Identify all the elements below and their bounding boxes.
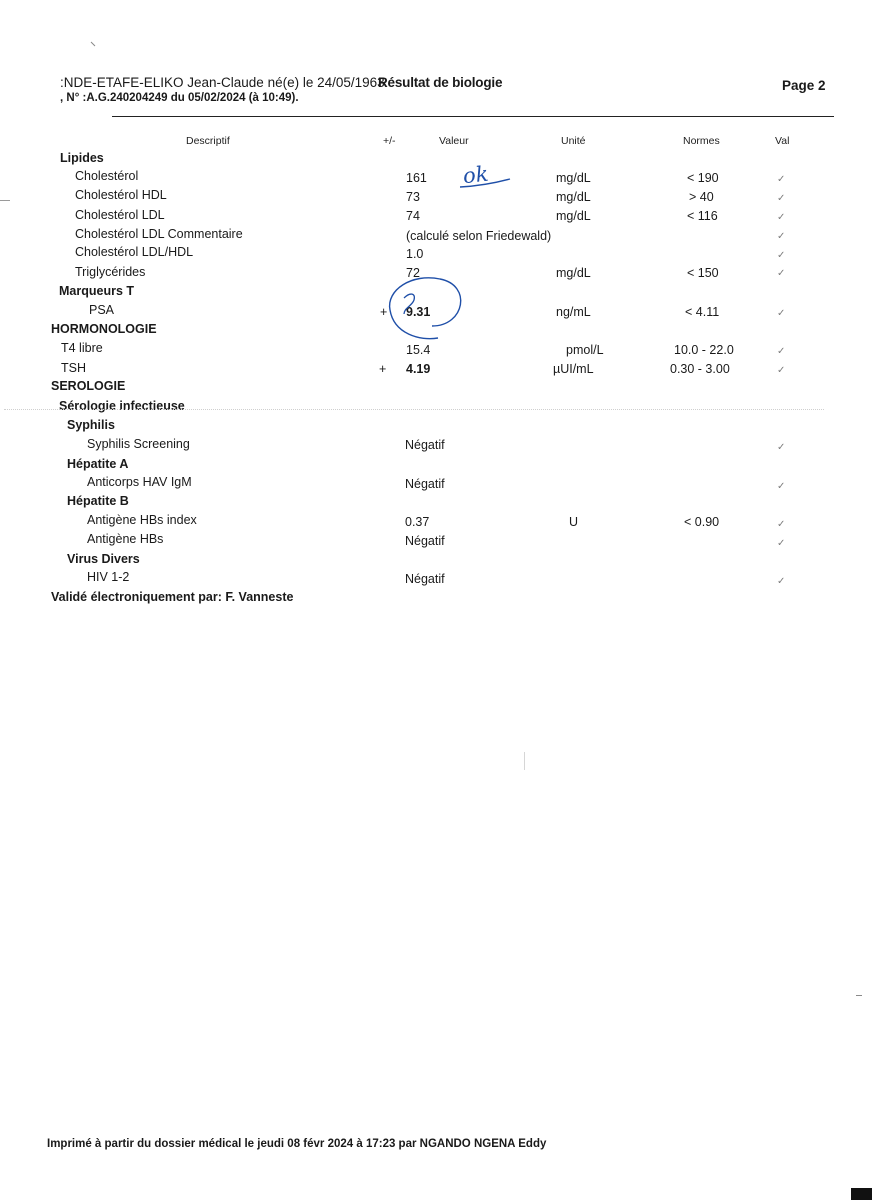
section-lipides: Lipides: [60, 151, 104, 165]
row-unit: mg/dL: [556, 209, 591, 223]
row-value: 9.31: [406, 305, 431, 319]
validated-check-icon: ✓: [777, 538, 786, 549]
subsection-hepatite-a: Hépatite A: [67, 457, 129, 471]
row-value: 161: [406, 171, 427, 185]
row-value: 74: [406, 209, 420, 223]
row-name: TSH: [61, 361, 86, 375]
col-unite: Unité: [561, 135, 586, 147]
page-number: Page 2: [782, 78, 826, 93]
validated-check-icon: ✓: [777, 576, 786, 587]
pen-speck: [91, 42, 95, 46]
section-marqueurs: Marqueurs T: [59, 284, 135, 298]
row-norm: 10.0 - 22.0: [674, 343, 734, 357]
row-value: 1.0: [406, 247, 424, 261]
validated-check-icon: ✓: [777, 442, 786, 453]
row-norm: < 190: [687, 171, 719, 185]
row-name: Anticorps HAV IgM: [87, 475, 192, 489]
col-plus-minus: +/-: [383, 135, 396, 147]
col-descriptif: Descriptif: [186, 135, 230, 147]
scan-artifact-line: [4, 409, 824, 410]
subsection-virus-divers: Virus Divers: [67, 552, 140, 566]
row-norm: < 0.90: [684, 515, 720, 529]
validated-check-icon: ✓: [777, 519, 786, 530]
row-name: T4 libre: [61, 341, 103, 355]
subsection-syphilis: Syphilis: [67, 418, 115, 432]
row-name: HIV 1-2: [87, 570, 130, 584]
validated-check-icon: ✓: [777, 212, 786, 223]
row-name: Cholestérol LDL/HDL: [75, 245, 194, 259]
subsection-hepatite-b: Hépatite B: [67, 494, 129, 508]
print-footer: Imprimé à partir du dossier médical le jeudi 08 févr 2024 à 17:23 par NGANDO NGENA Eddy: [47, 1138, 547, 1150]
row-name: Cholestérol LDL Commentaire: [75, 227, 243, 241]
row-name: Cholestérol LDL: [75, 208, 165, 222]
row-value: (calculé selon Friedewald): [406, 229, 552, 243]
report-title-overprint: Résultat de biologie: [378, 75, 503, 90]
row-norm: < 4.11: [685, 305, 720, 319]
row-value: 0.37: [405, 515, 430, 529]
row-value: Négatif: [405, 534, 445, 548]
row-unit: pmol/L: [566, 343, 604, 357]
psa-circle: [390, 278, 461, 339]
row-norm: < 150: [687, 266, 719, 280]
validated-check-icon: ✓: [777, 193, 786, 204]
row-value: 72: [406, 266, 420, 280]
row-unit: mg/dL: [556, 190, 591, 204]
psa-pen-stroke: [404, 294, 414, 314]
scan-artifact: [856, 995, 862, 996]
col-val: Val: [775, 135, 790, 147]
row-name: Antigène HBs index: [87, 513, 197, 527]
row-unit: µUI/mL: [553, 362, 594, 376]
validated-check-icon: ✓: [777, 250, 786, 261]
section-serologie-infectieuse: Sérologie infectieuse: [59, 399, 185, 413]
row-flag: +: [380, 305, 388, 319]
row-name: PSA: [89, 303, 115, 317]
section-serologie: SEROLOGIE: [51, 379, 126, 393]
row-value: 15.4: [406, 343, 431, 357]
row-name: Triglycérides: [75, 265, 146, 279]
col-normes: Normes: [683, 135, 720, 147]
row-unit: U: [569, 515, 579, 529]
row-value: 4.19: [406, 362, 431, 376]
row-unit: ng/mL: [556, 305, 591, 319]
validated-check-icon: ✓: [777, 365, 786, 376]
row-value: Négatif: [405, 572, 445, 586]
row-norm: < 116: [687, 209, 718, 223]
row-name: Cholestérol: [75, 169, 139, 183]
row-flag: +: [379, 362, 387, 376]
row-name: Syphilis Screening: [87, 437, 190, 451]
validation-line: Validé électroniquement par: F. Vanneste: [51, 590, 294, 604]
scan-artifact: [524, 752, 525, 770]
validated-check-icon: ✓: [777, 231, 786, 242]
scan-corner-mark: [851, 1188, 872, 1200]
validated-check-icon: ✓: [777, 268, 786, 279]
row-value: Négatif: [405, 477, 445, 491]
row-name: Cholestérol HDL: [75, 188, 167, 202]
section-hormonologie: HORMONOLOGIE: [51, 322, 157, 336]
handwritten-ok: ok: [461, 161, 490, 189]
col-valeur: Valeur: [439, 135, 469, 147]
row-unit: mg/dL: [556, 266, 591, 280]
validated-check-icon: ✓: [777, 346, 786, 357]
row-norm: > 40: [689, 190, 714, 204]
scan-artifact: [0, 200, 10, 201]
validated-check-icon: ✓: [777, 481, 786, 492]
row-norm: 0.30 - 3.00: [670, 362, 730, 376]
validated-check-icon: ✓: [777, 308, 786, 319]
row-unit: mg/dL: [556, 171, 591, 185]
validated-check-icon: ✓: [777, 174, 786, 185]
row-name: Antigène HBs: [87, 532, 164, 546]
patient-line: :NDE-ETAFE-ELIKO Jean-Claude né(e) le 24/05/1963: [60, 75, 385, 90]
row-value: Négatif: [405, 438, 445, 452]
request-line: , N° :A.G.240204249 du 05/02/2024 (à 10:49).: [60, 92, 299, 104]
row-value: 73: [406, 190, 420, 204]
